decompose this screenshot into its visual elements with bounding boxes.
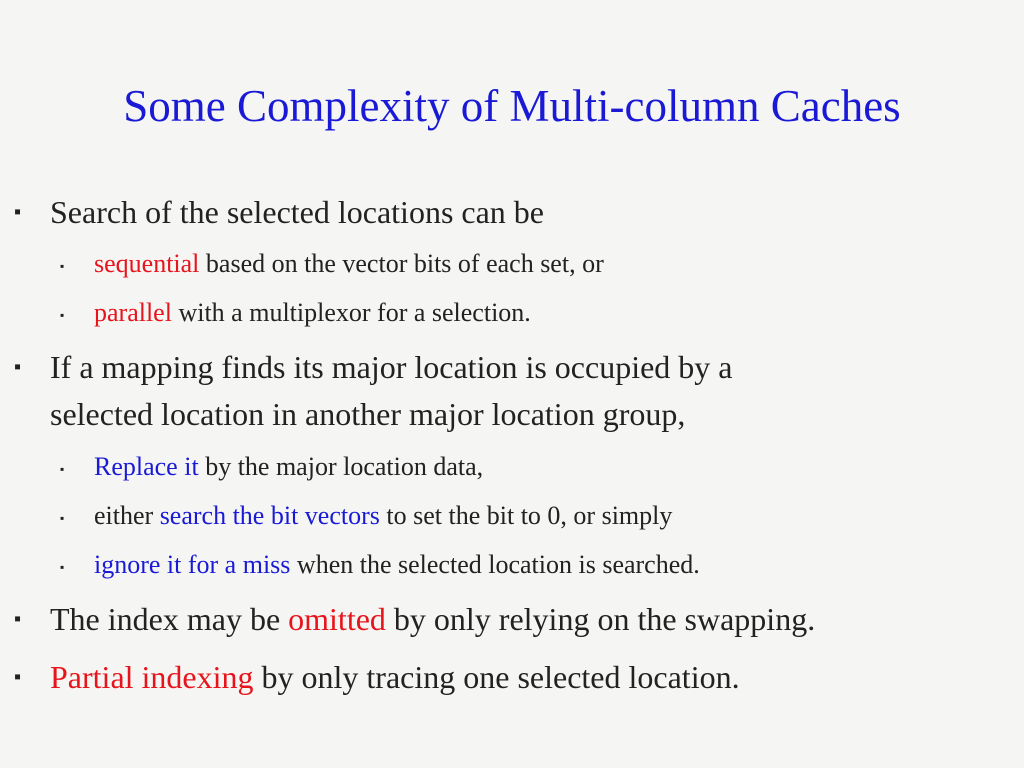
text-span: either (94, 501, 160, 530)
text-span: with a multiplexor for a selection. (171, 298, 531, 327)
sub-bullet-text (94, 548, 700, 582)
emphasis-red: omitted (288, 601, 386, 637)
emphasis-red: parallel (94, 298, 172, 327)
bullet-text-line (50, 392, 685, 436)
text-span: when the selected location is searched. (290, 550, 700, 579)
text-span: to set the bit to 0, or simply (379, 501, 673, 530)
text-span: selected location in another major location group, (50, 396, 686, 432)
sub-bullet-text (94, 450, 483, 484)
square-bullet-icon: ▪ (14, 201, 22, 223)
square-bullet-icon: ▪ (14, 666, 22, 688)
text-span: Search of the selected locations can be (50, 194, 544, 230)
text-span: by only tracing one selected location. (253, 659, 740, 695)
sub-bullet-text (94, 296, 531, 330)
square-bullet-icon: ▪ (14, 608, 22, 630)
bullet-text (50, 655, 740, 699)
small-square-bullet-icon: ▪ (60, 462, 65, 476)
bullet-text (50, 190, 544, 234)
sub-bullet-text (94, 499, 672, 533)
sub-bullet-text (94, 247, 604, 281)
bullet-text (50, 597, 815, 641)
square-bullet-icon: ▪ (14, 356, 22, 378)
emphasis-red: sequential (94, 249, 200, 278)
emphasis-blue: search the bit vectors (159, 501, 380, 530)
small-square-bullet-icon: ▪ (60, 259, 65, 273)
text-span: by only relying on the swapping. (385, 601, 816, 637)
emphasis-blue: ignore it for a miss (94, 550, 291, 579)
small-square-bullet-icon: ▪ (60, 560, 65, 574)
slide-title: Some Complexity of Multi-column Caches (123, 81, 901, 131)
text-span: If a mapping finds its major location is occupied by a (50, 349, 733, 385)
text-span: based on the vector bits of each set, or (199, 249, 604, 278)
small-square-bullet-icon: ▪ (60, 308, 65, 322)
small-square-bullet-icon: ▪ (60, 511, 65, 525)
text-span: The index may be (50, 601, 289, 637)
text-span: by the major location data, (198, 452, 484, 481)
emphasis-red: Partial indexing (50, 659, 254, 695)
emphasis-blue: Replace it (94, 452, 199, 481)
bullet-text-line (50, 345, 733, 389)
